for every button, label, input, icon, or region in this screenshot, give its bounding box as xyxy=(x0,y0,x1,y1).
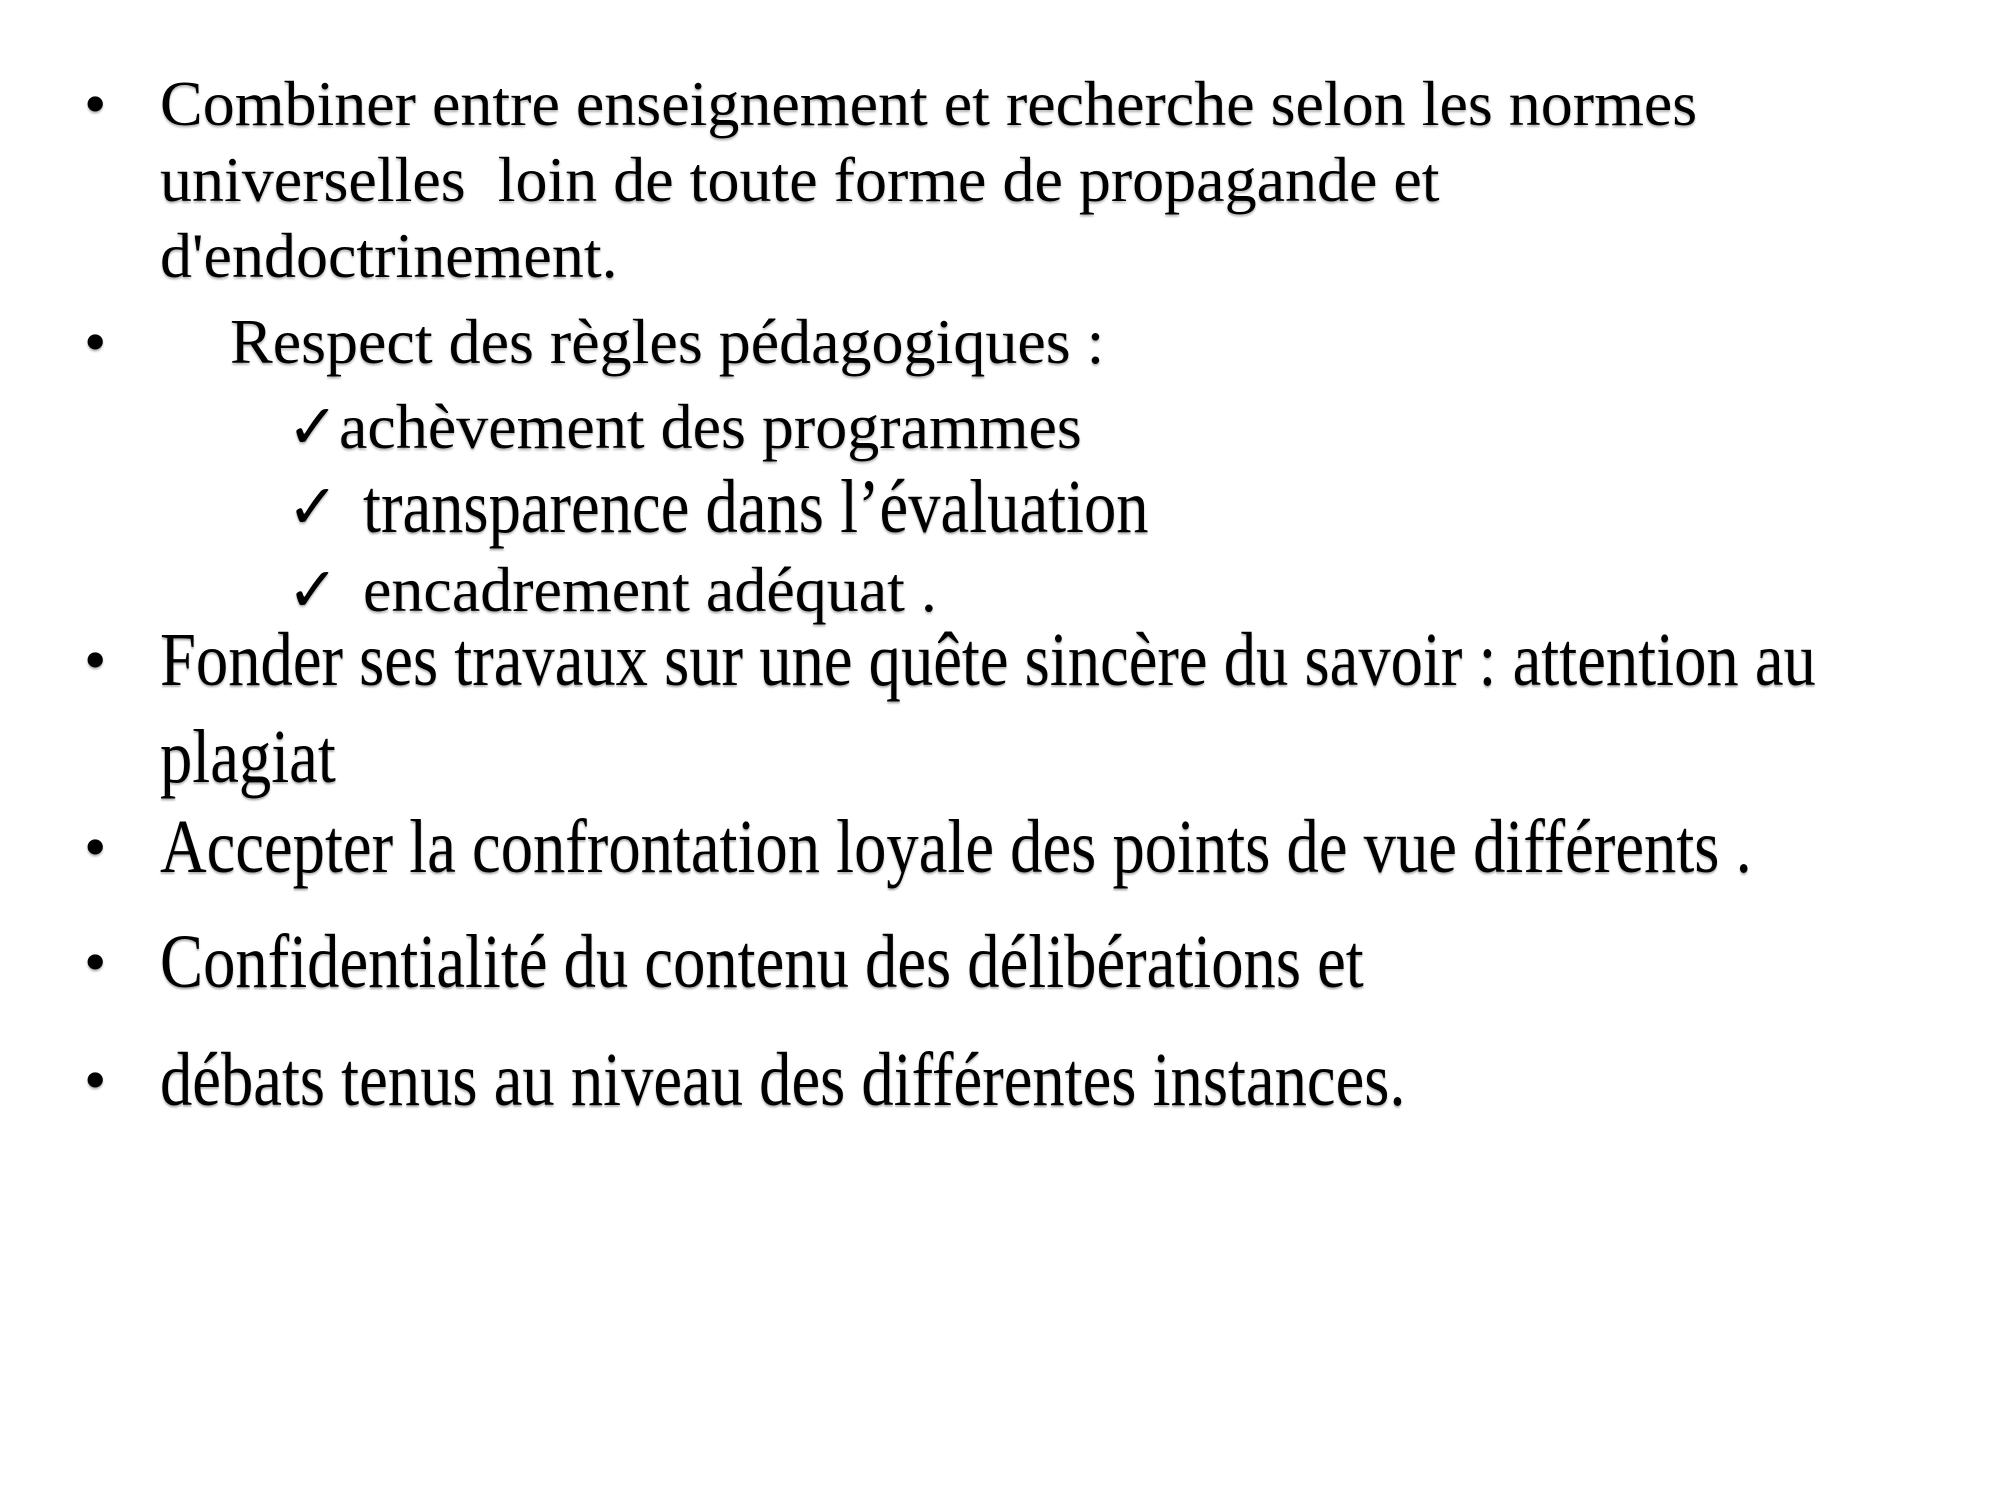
bullet-text: plagiat xyxy=(160,715,336,799)
bullet-text: universelles loin de toute forme de propagande et xyxy=(160,144,1440,215)
bullet-text: Combiner entre enseignement et recherche selon les normes xyxy=(160,68,1698,139)
bullet-item xyxy=(0,66,2000,142)
bullet-icon: • xyxy=(84,1044,107,1115)
bullet-item xyxy=(0,1038,2000,1122)
bullet-icon: • xyxy=(84,926,107,997)
bullet-item xyxy=(0,920,2000,1004)
bullet-icon: • xyxy=(84,68,107,139)
check-item-text: encadrement adéquat . xyxy=(363,554,937,625)
bullet-text: Fonder ses travaux sur une quête sincère du savoir : attention au xyxy=(160,618,1816,702)
checkmark-icon: ✓ xyxy=(287,470,339,543)
bullet-text: d'endoctrinement. xyxy=(160,220,618,291)
bullet-item xyxy=(0,304,2000,380)
checkmark-icon: ✓ xyxy=(287,390,339,463)
check-item xyxy=(0,389,2000,465)
bullet-text: Confidentialité du contenu des délibérations et xyxy=(160,920,1364,1004)
continuation-line xyxy=(0,142,2000,218)
continuation-line xyxy=(0,218,2000,294)
check-item-text: transparence dans l’évaluation xyxy=(363,465,1149,549)
bullet-text: débats tenus au niveau des différentes instances. xyxy=(160,1038,1406,1122)
checkmark-icon: ✓ xyxy=(287,553,339,626)
bullet-text: Accepter la confrontation loyale des points de vue différents . xyxy=(160,805,1752,889)
bullet-icon: • xyxy=(84,811,107,882)
bullet-icon: • xyxy=(84,624,107,695)
bullet-icon: • xyxy=(84,306,107,377)
bullet-item xyxy=(0,805,2000,889)
bullet-item xyxy=(0,618,2000,702)
bullet-text: Respect des règles pédagogiques : xyxy=(230,306,1105,377)
check-item xyxy=(0,552,2000,628)
check-item-text: achèvement des programmes xyxy=(339,391,1082,462)
continuation-line xyxy=(0,715,2000,799)
check-item xyxy=(0,465,2000,549)
